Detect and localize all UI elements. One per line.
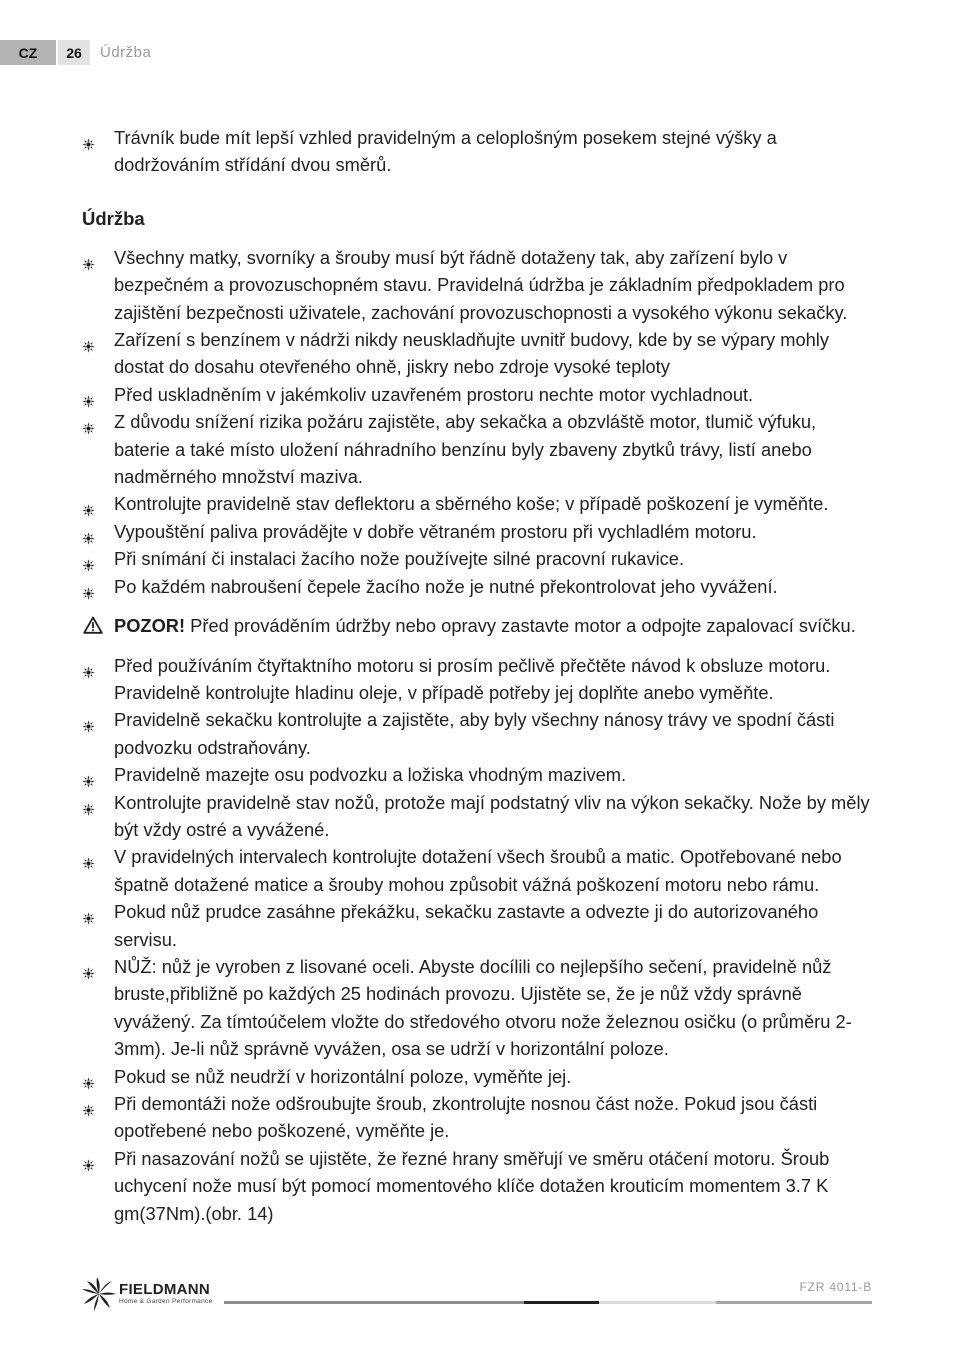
list-item-text: Zařízení s benzínem v nádrži nikdy neuskladňujte uvnitř budovy, kde by se výpary mohly dostat do dosahu otevřeného ohně, jiskry nebo zdroje vysoké teploty [114,329,830,378]
list-item [82,381,872,408]
list-item [82,1090,872,1145]
list-item [82,124,872,179]
header-section-title: Údržba [100,44,152,61]
footer-rule-light [599,1301,716,1304]
list-item-text: Při snímání či instalaci žacího nože používejte silné pracovní rukavice. [114,548,685,570]
bullet-icon [82,497,95,510]
list-item [82,652,872,707]
list-item [82,490,872,517]
list-item [82,244,872,326]
bullet-icon [82,251,95,264]
list-item-text: Při demontáži nože odšroubujte šroub, zkontrolujte nosnou část nože. Pokud jsou části opotřebené nebo poškozené, vyměňte je. [114,1093,818,1142]
list-item [82,573,872,600]
list-item [82,843,872,898]
brand-name: FIELDMANN [119,1281,211,1298]
bullet-icon [82,1097,95,1110]
bullet-icon [82,525,95,538]
warning-text: Před prováděním údržby nebo opravy zastavte motor a odpojte zapalovací svíčku. [185,615,856,637]
list-item-text: Před používáním čtyřtaktního motoru si prosím pečlivě přečtěte návod k obsluze motoru. Pravidelně kontrolujte hladinu oleje, v případě potřeby jej doplňte anebo vyměňte. [114,654,831,703]
fan-leaf-logo-icon [82,1277,116,1311]
list-item-text: Z důvodu snížení rizika požáru zajistěte, aby sekačka a obzvláště motor, tlumič výfuku, baterie a také místo uložení náhradního benzínu byly zbaveny zbytků trávy, listí anebo nadměrného množství maziva. [114,411,817,488]
bullet-icon [82,580,95,593]
brand-logo [82,1277,212,1311]
bullet-icon [82,796,95,809]
list-item-text: Po každém nabroušení čepele žacího nože je nutné překontrolovat jeho vyvážení. [114,575,778,597]
warning-label: POZOR! [114,615,186,637]
list-item [82,408,872,490]
list-item-text: Pokud se nůž neudrží v horizontální poloze, vyměňte jej. [114,1065,572,1087]
list-item [82,518,872,545]
list-item-text: Pokud nůž prudce zasáhne překážku, sekačku zastavte a odvezte ji do autorizovaného servisu. [114,901,819,950]
list-item-text: Trávník bude mít lepší vzhled pravidelným a celoplošným posekem stejné výšky a dodržováním střídání dvou směrů. [114,127,777,176]
bullet-icon [82,333,95,346]
page-content [82,124,872,1227]
page-number: 26 [58,40,90,65]
bullet-icon [82,388,95,401]
bullet-icon [82,960,95,973]
list-item-text: Kontrolujte pravidelně stav deflektoru a sběrného koše; v případě poškození je vyměňte. [114,493,829,515]
list-item-text: Pravidelně sekačku kontrolujte a zajistěte, aby byly všechny nánosy trávy ve spodní části podvozku odstraňovány. [114,709,835,758]
maintenance-list-b [82,652,872,1228]
bullet-icon [82,552,95,565]
list-item [82,1063,872,1090]
intro-list [82,124,872,179]
list-item-text: Pravidelně mazejte osu podvozku a ložiska vhodným mazivem. [114,764,627,786]
list-item [82,706,872,761]
list-item-text: Všechny matky, svorníky a šrouby musí být řádně dotaženy tak, aby zařízení bylo v bezpečném a provozuschopném stavu. Pravidelná údržba je základním předpokladem pro zajištění bezpečnosti uživatele, zachování provozuschopnosti a vysokého výkonu sekačky. [114,246,848,323]
footer-rule-grey [224,1301,524,1304]
maintenance-list-a [82,244,872,600]
list-item [82,545,872,572]
list-item-text: Při nasazování nožů se ujistěte, že řezné hrany směřují ve směru otáčení motoru. Šroub uchycení nože musí být pomocí momentového klíče dotažen krouticím momentem 3.7 K gm(37Nm).(obr. 14) [114,1147,830,1224]
bullet-icon [82,850,95,863]
brand-tagline: Home & Garden Performance [119,1298,213,1305]
bullet-icon [82,1152,95,1165]
language-tag: CZ [0,40,56,65]
list-item [82,761,872,788]
list-item-text: NŮŽ: nůž je vyroben z lisované oceli. Abyste docílili co nejlepšího sečení, pravidelně nůž bruste,přibližně po každých 25 hodinách provozu. Ujistěte se, že je nůž vždy správně vyvážený. Za tímtoúčelem vložte do středového otvoru nože železnou osičku (o průměru 2-3mm). Je-li nůž správně vyvážen, osa se udrží v horizontální poloze. [114,955,852,1060]
bullet-icon [82,713,95,726]
logo-text [119,1282,212,1306]
warning-note [82,612,872,639]
bullet-icon [82,1070,95,1083]
list-item-text: V pravidelných intervalech kontrolujte dotažení všech šroubů a matic. Opotřebované nebo špatně dotažené matice a šrouby mohou způsobit vážná poškození motoru nebo rámu. [114,846,842,895]
warning-icon [83,616,103,634]
page-header [0,40,151,65]
list-item [82,1145,872,1227]
bullet-icon [82,768,95,781]
list-item [82,789,872,844]
bullet-icon [82,131,95,144]
list-item [82,898,872,953]
bullet-icon [82,415,95,428]
footer-rule-mid [716,1301,872,1304]
bullet-icon [82,905,95,918]
list-item-text: Před uskladněním v jakémkoliv uzavřeném prostoru nechte motor vychladnout. [114,383,754,405]
list-item-text: Kontrolujte pravidelně stav nožů, protože mají podstatný vliv na výkon sekačky. Nože by měly být vždy ostré a vyvážené. [114,791,870,840]
list-item [82,953,872,1063]
section-heading: Údržba [82,207,145,229]
footer-rule-dark [524,1301,599,1304]
list-item-text: Vypouštění paliva provádějte v dobře větraném prostoru při vychladlém motoru. [114,520,757,542]
list-item [82,326,872,381]
bullet-icon [82,659,95,672]
model-number: FZR 4011-B [799,1280,872,1294]
